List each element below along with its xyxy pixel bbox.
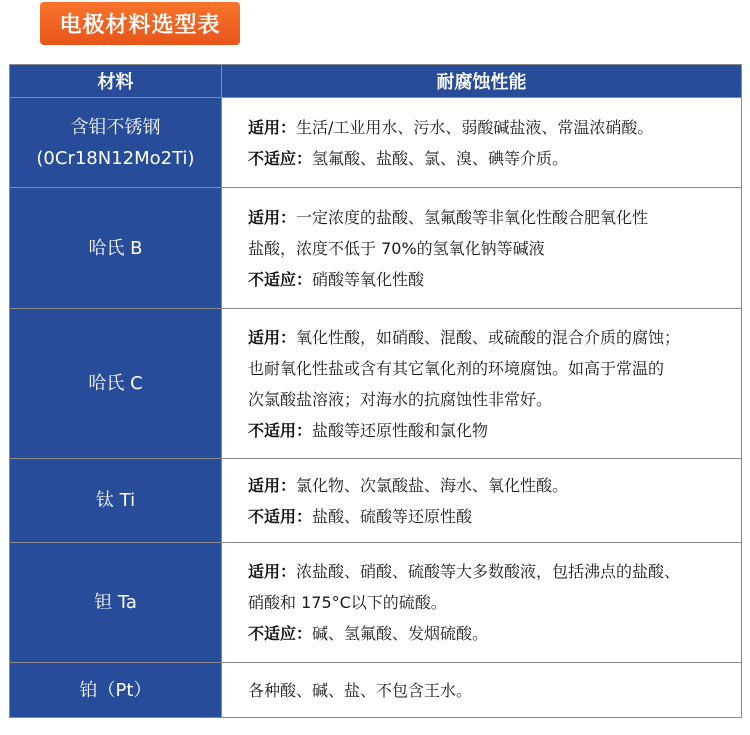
suitable-label: 适用： <box>248 207 297 227</box>
material-cell <box>10 459 222 543</box>
unsuitable-text: 氢氟酸、盐酸、氯、溴、碘等介质。 <box>312 148 569 168</box>
material-cell <box>10 663 222 718</box>
material-name: 含钼不锈钢 <box>70 116 161 138</box>
suitable-text: 次氯酸盐溶液；对海水的抗腐蚀性非常好。 <box>248 389 553 409</box>
properties-cell <box>222 98 742 188</box>
table-row <box>10 543 742 663</box>
suitable-text: 浓盐酸、硝酸、硫酸等大多数酸液，包括沸点的盐酸、 <box>296 562 681 581</box>
material-selection-table <box>9 64 742 718</box>
suitable-label: 适用： <box>248 475 297 495</box>
header-properties: 耐腐蚀性能 <box>222 65 742 98</box>
properties-cell <box>222 188 742 309</box>
unsuitable-text: 碱、氢氟酸、发烟硫酸。 <box>312 624 489 643</box>
suitable-label: 适用： <box>248 562 297 581</box>
unsuitable-label: 不适应： <box>248 624 313 643</box>
suitable-text: 盐酸，浓度不低于 70%的氢氧化钠等碱液 <box>248 238 545 258</box>
suitable-text: 硝酸和 175°C以下的硫酸。 <box>248 593 447 612</box>
header-material: 材料 <box>10 65 222 98</box>
properties-cell <box>222 309 742 459</box>
unsuitable-text: 盐酸、硫酸等还原性酸 <box>312 506 473 526</box>
table-row <box>10 663 742 718</box>
unsuitable-label: 不适应： <box>248 269 313 289</box>
unsuitable-label: 不适用： <box>248 506 313 526</box>
material-name: 哈氏 C <box>88 373 143 394</box>
properties-cell <box>222 543 742 663</box>
material-cell <box>10 309 222 459</box>
unsuitable-text: 硝酸等氧化性酸 <box>312 269 425 289</box>
material-cell <box>10 543 222 663</box>
table-row <box>10 98 742 188</box>
suitable-label: 适用： <box>248 327 297 347</box>
table-row <box>10 459 742 543</box>
unsuitable-label: 不适用： <box>248 420 313 440</box>
material-name: 铂（Pt） <box>79 679 152 701</box>
table-row <box>10 188 742 309</box>
properties-cell <box>222 663 742 718</box>
material-name: 钽 Ta <box>94 592 137 613</box>
suitable-text: 生活/工业用水、污水、弱酸碱盐液、常温浓硝酸。 <box>296 117 654 137</box>
suitable-text: 氧化性酸，如硝酸、混酸、或硫酸的混合介质的腐蚀； <box>296 327 681 347</box>
unsuitable-text: 盐酸等还原性酸和氯化物 <box>312 420 489 440</box>
suitable-text: 也耐氧化性盐或含有其它氧化剂的环境腐蚀。如高于常温的 <box>248 358 665 378</box>
page-title: 电极材料选型表 <box>40 2 240 45</box>
properties-text: 各种酸、碱、盐、不包含王水。 <box>248 680 473 700</box>
material-grade: (0Cr18N12Mo2Ti) <box>36 147 195 169</box>
suitable-text: 一定浓度的盐酸、氢氟酸等非氧化性酸合肥氧化性 <box>296 207 649 227</box>
material-cell <box>10 188 222 309</box>
properties-cell <box>222 459 742 543</box>
suitable-label: 适用： <box>248 117 297 137</box>
material-name: 钛 Ti <box>95 490 136 511</box>
material-name: 哈氏 B <box>88 237 143 259</box>
table-row <box>10 309 742 459</box>
unsuitable-label: 不适应： <box>248 148 313 168</box>
suitable-text: 氯化物、次氯酸盐、海水、氧化性酸。 <box>296 475 569 495</box>
material-cell <box>10 98 222 188</box>
table-header-row <box>10 65 742 98</box>
